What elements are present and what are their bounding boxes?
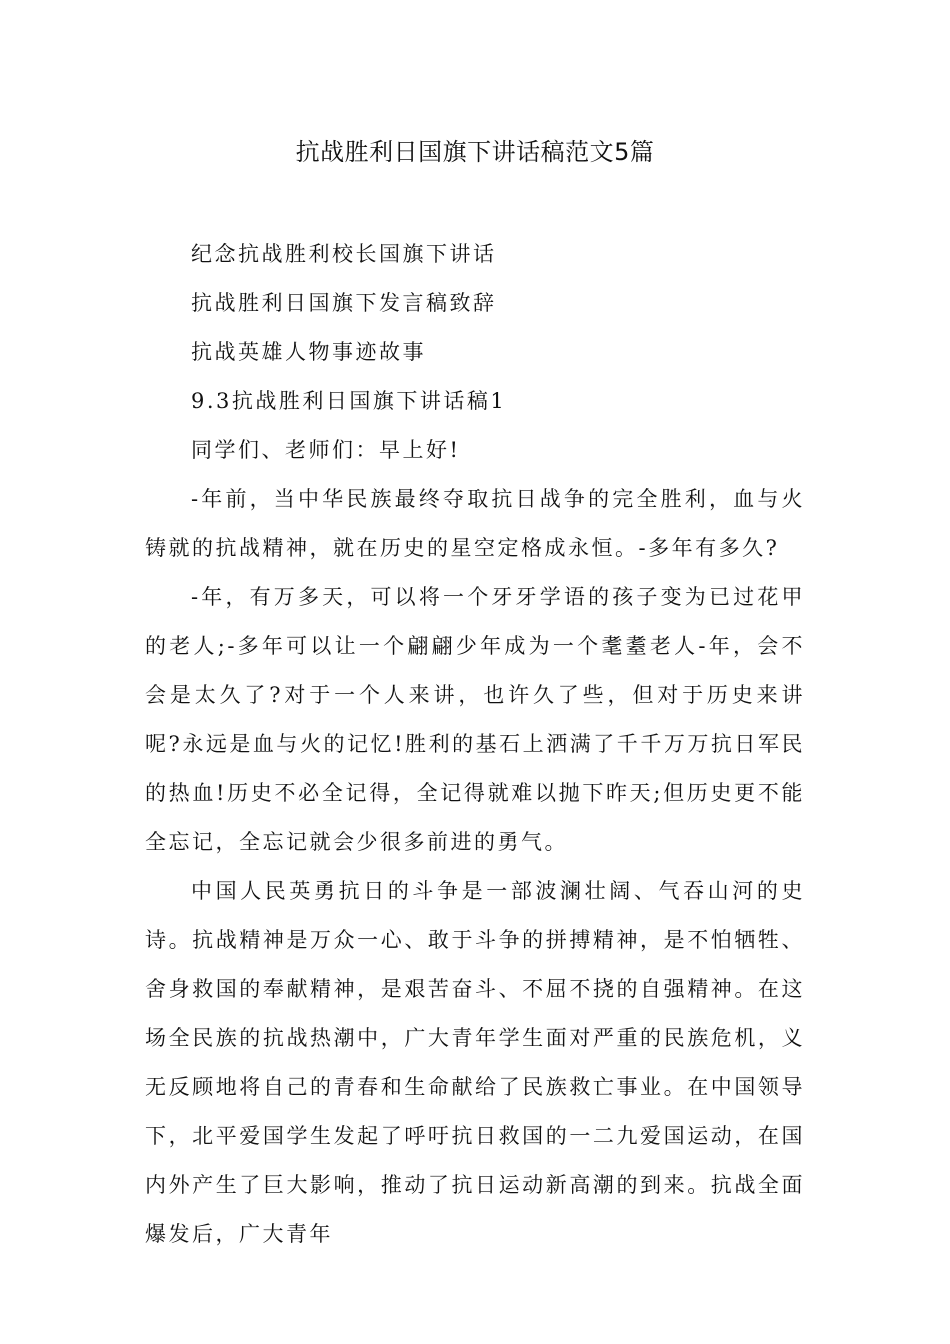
paragraph: 中国人民英勇抗日的斗争是一部波澜壮阔、气吞山河的史诗。抗战精神是万众一心、敢于斗争的拼搏精神，是不怕牺牲、舍身救国的奉献精神，是艰苦奋斗、不屈不挠的自强精神。在这场全民族的抗战热潮中，广大青年学生面对严重的民族危机，义无反顾地将自己的青春和生命献给了民族救亡事业。在中国领导下，北平爱国学生发起了呼吁抗日救国的一二九爱国运动，在国内外产生了巨大影响，推动了抗日运动新高潮的到来。抗战全面爆发后，广大青年 xyxy=(145,879,805,1246)
paragraph: -年，有万多天，可以将一个牙牙学语的孩子变为已过花甲的老人;-多年可以让一个翩翩少年成为一个耄耋老人-年，会不会是太久了?对于一个人来讲，也许久了些，但对于历史来讲呢?永远是血与火的记忆!胜利的基石上洒满了千千万万抗日军民的热血!历史不必全记得，全记得就难以抛下昨天;但历史更不能全忘记，全忘记就会少很多前进的勇气。 xyxy=(145,585,805,854)
greeting: 同学们、老师们：早上好! xyxy=(191,438,461,462)
paragraph-link-2: 抗战胜利日国旗下发言稿致辞 xyxy=(191,291,497,315)
section-heading: 9.3抗战胜利日国旗下讲话稿1 xyxy=(191,389,507,413)
document-title: 抗战胜利日国旗下讲话稿范文5篇 xyxy=(295,138,655,166)
paragraph-link-3: 抗战英雄人物事迹故事 xyxy=(191,340,426,364)
paragraph-link-1: 纪念抗战胜利校长国旗下讲话 xyxy=(191,242,497,266)
paragraph: -年前，当中华民族最终夺取抗日战争的完全胜利，血与火铸就的抗战精神，就在历史的星空定格成永恒。-多年有多久? xyxy=(145,487,805,560)
document-body xyxy=(145,230,805,1259)
